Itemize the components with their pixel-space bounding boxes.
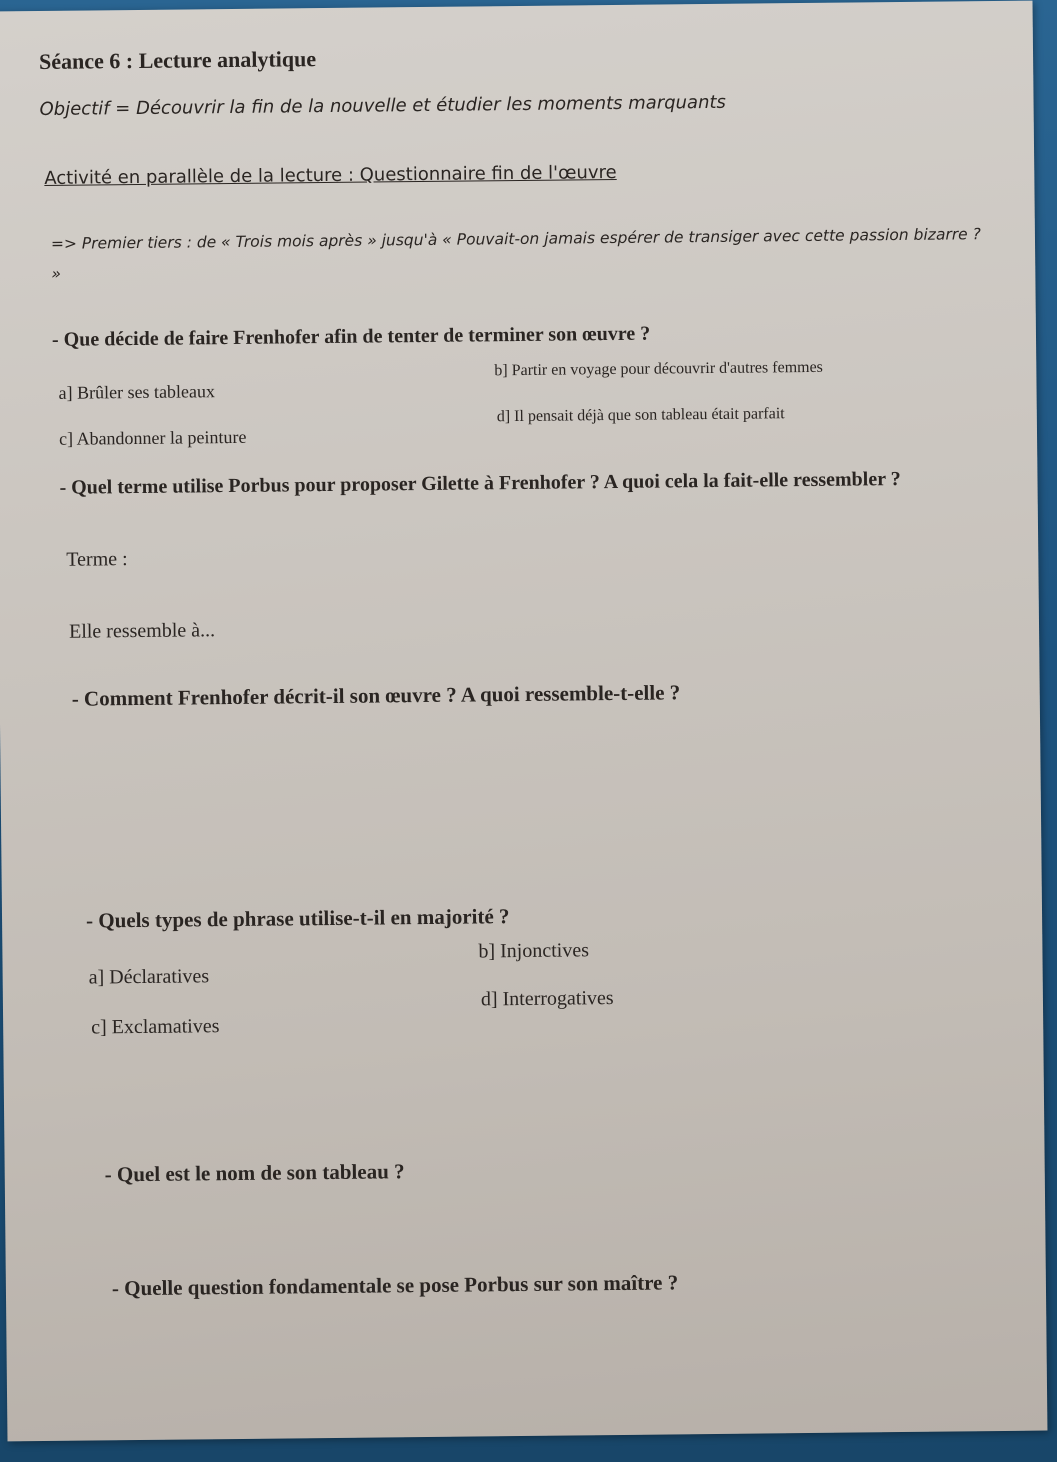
question-4-option-c: c] Exclamatives	[91, 1015, 220, 1039]
question-2: - Quel terme utilise Porbus pour proposer Gilette à Frenhofer ? A quoi cela la fait-elle ressembler ?	[59, 468, 901, 499]
question-6: - Quelle question fondamentale se pose Porbus sur son maître ?	[111, 1270, 679, 1301]
reading-range: => Premier tiers : de « Trois mois après » jusqu'à « Pouvait-on jamais espérer de transiger avec cette passion bizarre ? »	[50, 225, 981, 283]
question-1-option-c: c] Abandonner la peinture	[58, 426, 247, 449]
page-title: Séance 6 : Lecture analytique	[38, 46, 317, 74]
worksheet-paper	[0, 1, 1047, 1442]
objective-line: Objectif = Découvrir la fin de la nouvelle et étudier les moments marquants	[39, 91, 726, 120]
question-1: - Que décide de faire Frenhofer afin de tenter de terminer son œuvre ?	[51, 322, 651, 351]
question-2-resemble-prompt: Elle ressemble à...	[68, 619, 216, 643]
question-1-option-b: b] Partir en voyage pour découvrir d'autres femmes	[494, 358, 823, 380]
question-4-option-d: d] Interrogatives	[480, 987, 614, 1011]
question-5: - Quel est le nom de son tableau ?	[104, 1159, 405, 1187]
question-3: - Comment Frenhofer décrit-il son œuvre ? A quoi ressemble-t-elle ?	[71, 680, 681, 711]
question-4: - Quels types de phrase utilise-t-il en majorité ?	[85, 904, 510, 933]
question-1-option-a: a] Brûler ses tableaux	[58, 381, 216, 403]
activity-heading: Activité en parallèle de la lecture : Questionnaire fin de l'œuvre	[44, 161, 617, 189]
question-4-option-a: a] Déclaratives	[88, 965, 210, 989]
question-2-term-prompt: Terme :	[66, 548, 128, 571]
question-1-option-d: d] Il pensait déjà que son tableau était parfait	[496, 405, 785, 426]
question-4-option-b: b] Injonctives	[478, 939, 590, 963]
